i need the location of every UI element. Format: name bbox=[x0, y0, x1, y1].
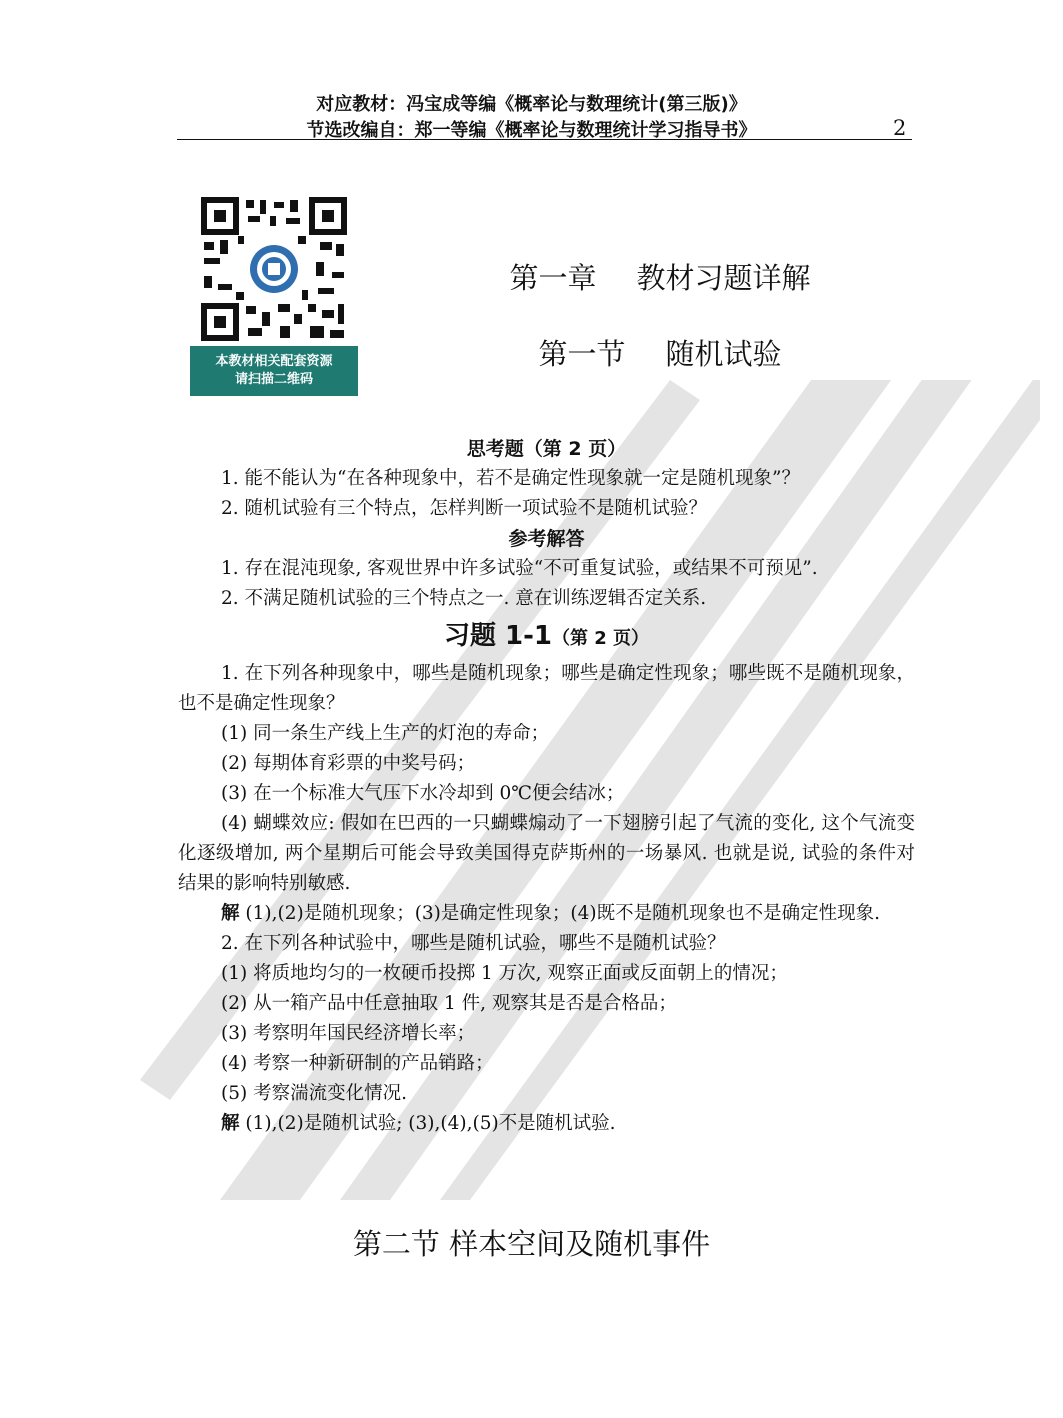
chapter-title bbox=[420, 256, 900, 297]
qr-caption-line-1: 本教材相关配套资源 bbox=[215, 354, 333, 369]
section-1-number: 第一节 bbox=[538, 337, 626, 371]
problem-2-item: (1) 将质地均匀的一枚硬币投掷 1 万次, 观察正面或反面朝上的情况； bbox=[221, 963, 788, 984]
solution-2 bbox=[178, 1109, 915, 1139]
solution-1 bbox=[178, 899, 915, 929]
thinking-question-1: 1. 能不能认为“在各种现象中，若不是确定性现象就一定是随机现象”？ bbox=[221, 468, 800, 489]
problem-1-intro: 1. 在下列各种现象中，哪些是随机现象；哪些是确定性现象；哪些既不是随机现象，也不是确定性现象？ bbox=[178, 663, 915, 714]
problem-2-item: (4) 考察一种新研制的产品销路； bbox=[221, 1053, 494, 1074]
header-line-2: 节选改编自：郑一等编《概率论与数理统计学习指导书》 bbox=[306, 120, 757, 141]
header-rule bbox=[177, 139, 912, 140]
page-content bbox=[178, 434, 915, 1139]
answer-1: 1. 存在混沌现象, 客观世界中许多试验“不可重复试验，或结果不可预见”. bbox=[221, 558, 818, 579]
problem-1-item-4: (4) 蝴蝶效应: 假如在巴西的一只蝴蝶煽动了一下翅膀引起了气流的变化, 这个气流变化逐级增加, 两个星期后可能会导致美国得克萨斯州的一场暴风. 也就是说, 试验的条件对结果的影响特别敏感. bbox=[178, 813, 915, 894]
thinking-question-2: 2. 随机试验有三个特点，怎样判断一项试验不是随机试验？ bbox=[221, 498, 708, 519]
problem-2-item: (3) 考察明年国民经济增长率； bbox=[221, 1023, 476, 1044]
chapter-number: 第一章 bbox=[509, 261, 597, 295]
section-1-name: 随机试验 bbox=[665, 337, 782, 371]
problem-2-intro: 2. 在下列各种试验中，哪些是随机试验，哪些不是随机试验？ bbox=[221, 933, 726, 954]
problem-1-item: (2) 每期体育彩票的中奖号码； bbox=[221, 753, 476, 774]
qr-caption bbox=[190, 346, 358, 396]
header-line-1: 对应教材：冯宝成等编《概率论与数理统计(第三版)》 bbox=[316, 94, 747, 115]
answer-title: 参考解答 bbox=[508, 528, 585, 550]
thinking-title: 思考题（第 2 页） bbox=[466, 438, 627, 460]
exercise-title-page: （第 2 页） bbox=[551, 628, 650, 649]
chapter-name: 教材习题详解 bbox=[636, 261, 811, 295]
exercise-title bbox=[178, 616, 915, 659]
section-2-title: 第二节 样本空间及随机事件 bbox=[352, 1227, 711, 1261]
qr-code-block bbox=[190, 192, 358, 396]
section-1-title bbox=[420, 332, 900, 373]
problem-1-item: (1) 同一条生产线上生产的灯泡的寿命； bbox=[221, 723, 550, 744]
solution-label: 解 bbox=[221, 1113, 240, 1134]
problem-2-item: (5) 考察湍流变化情况. bbox=[221, 1083, 407, 1104]
qr-code-icon bbox=[190, 192, 358, 346]
qr-caption-line-2: 请扫描二维码 bbox=[234, 372, 313, 387]
problem-1-item: (3) 在一个标准大气压下水冷却到 0℃便会结冰； bbox=[221, 783, 625, 804]
solution-2-text: (1),(2)是随机试验; (3),(4),(5)不是随机试验. bbox=[239, 1113, 616, 1134]
exercise-title-main: 习题 1-1 bbox=[443, 621, 552, 651]
solution-1-text: (1),(2)是随机现象；(3)是确定性现象；(4)既不是随机现象也不是确定性现象. bbox=[239, 903, 880, 924]
solution-label: 解 bbox=[221, 903, 240, 924]
problem-2-item: (2) 从一箱产品中任意抽取 1 件, 观察其是否是合格品； bbox=[221, 993, 677, 1014]
answer-2: 2. 不满足随机试验的三个特点之一. 意在训练逻辑否定关系. bbox=[221, 588, 707, 609]
page-number: 2 bbox=[893, 116, 907, 140]
